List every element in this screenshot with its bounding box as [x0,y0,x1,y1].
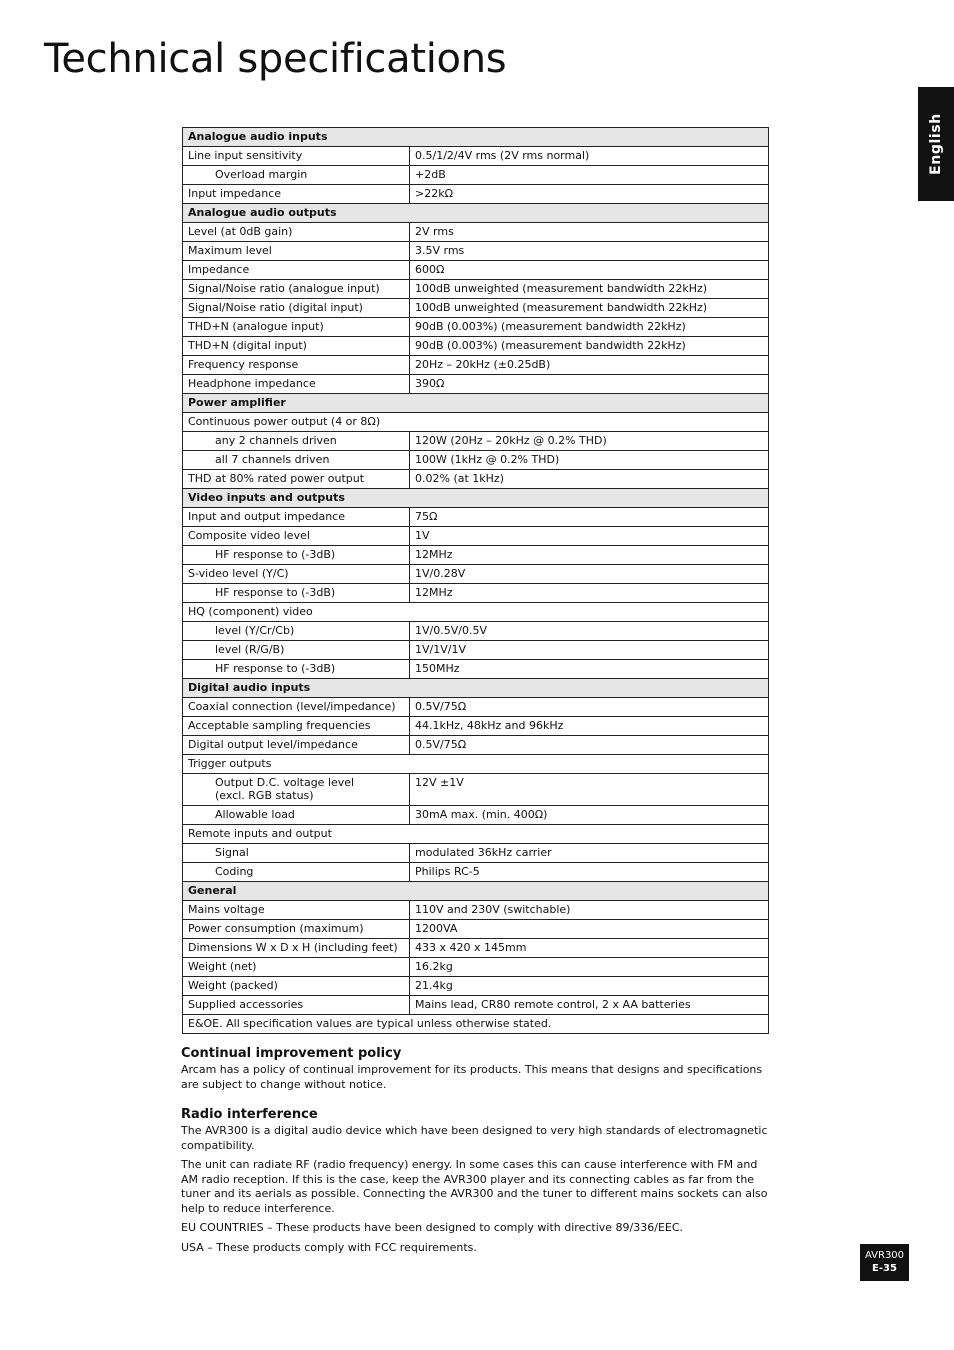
spec-value: 0.02% (at 1kHz) [410,470,769,489]
spec-label: Digital output level/impedance [188,738,358,751]
spec-value: 90dB (0.003%) (measurement bandwidth 22kHz) [410,318,769,337]
spec-label: Signal [215,846,249,859]
spec-value: Mains lead, CR80 remote control, 2 x AA batteries [410,996,769,1015]
spec-row [183,920,769,939]
spec-value: 120W (20Hz – 20kHz @ 0.2% THD) [410,432,769,451]
spec-label: Overload margin [215,168,308,181]
spec-label: Coaxial connection (level/impedance) [188,700,396,713]
spec-label: Headphone impedance [188,377,316,390]
spec-label: HF response to (-3dB) [215,586,336,599]
spec-label-cell [183,717,410,736]
spec-value: 1V/1V/1V [410,641,769,660]
spec-group-label: Continuous power output (4 or 8Ω) [183,413,769,432]
spec-label: Maximum level [188,244,272,257]
radio-paragraph-3: EU COUNTRIES – These products have been designed to comply with directive 89/336/EEC. [181,1221,684,1234]
spec-label-cell [183,774,410,806]
spec-label: Coding [215,865,254,878]
spec-row [183,844,769,863]
spec-label-cell [183,806,410,825]
spec-value: 12MHz [410,546,769,565]
spec-label: THD+N (digital input) [188,339,307,352]
spec-label: Input and output impedance [188,510,345,523]
spec-row [183,527,769,546]
section-title: Power amplifier [183,394,769,413]
spec-row [183,166,769,185]
spec-label-cell [183,958,410,977]
spec-label-cell [183,660,410,679]
spec-label: THD at 80% rated power output [188,472,365,485]
spec-row [183,774,769,806]
spec-section-header [183,394,769,413]
spec-row [183,622,769,641]
radio-paragraph-1: The AVR300 is a digital audio device which have been designed to very high standards of electromagnetic compatibility. [181,1124,768,1152]
spec-value: 600Ω [410,261,769,280]
spec-label: HF response to (-3dB) [215,548,336,561]
spec-group-label: Trigger outputs [183,755,769,774]
radio-paragraph-4: USA – These products comply with FCC requirements. [181,1240,477,1254]
spec-label: all 7 channels driven [215,453,330,466]
spec-value: 44.1kHz, 48kHz and 96kHz [410,717,769,736]
spec-row [183,546,769,565]
badge-model: AVR300 [864,1250,905,1261]
spec-label-cell [183,280,410,299]
spec-label-cell [183,318,410,337]
radio-paragraph-2: The unit can radiate RF (radio frequency) energy. In some cases this can cause interference with FM and AM radio reception. If this is the case, keep the AVR300 player and its connecting cables as far from the tuner and its aerials as possible. Connecting the AVR300 and the tuner to different mains sockets can also help to reduce interference. [181,1158,768,1215]
spec-label-cell [183,622,410,641]
spec-label-cell [183,584,410,603]
spec-label: level (Y/Cr/Cb) [215,624,295,637]
spec-row [183,698,769,717]
spec-value: 12V ±1V [410,774,769,806]
spec-row [183,356,769,375]
spec-row [183,660,769,679]
spec-row [183,432,769,451]
spec-value: 1V/0.5V/0.5V [410,622,769,641]
spec-label-cell [183,147,410,166]
spec-label-cell [183,996,410,1015]
spec-row [183,939,769,958]
spec-value: 16.2kg [410,958,769,977]
spec-row [183,337,769,356]
spec-group-label: HQ (component) video [183,603,769,622]
spec-label-cell [183,470,410,489]
spec-label: Weight (packed) [188,979,278,992]
spec-value: 100W (1kHz @ 0.2% THD) [410,451,769,470]
spec-label-cell [183,508,410,527]
spec-label-cell [183,451,410,470]
spec-value: 90dB (0.003%) (measurement bandwidth 22kHz) [410,337,769,356]
spec-value: 2V rms [410,223,769,242]
spec-label: Dimensions W x D x H (including feet) [188,941,398,954]
spec-value: 1V [410,527,769,546]
spec-row [183,261,769,280]
spec-row [183,717,769,736]
spec-label-cell [183,736,410,755]
spec-row [183,901,769,920]
spec-value: 0.5V/75Ω [410,736,769,755]
page-number-badge [860,1244,909,1281]
section-title: General [183,882,769,901]
spec-group-label: E&OE. All specification values are typical unless otherwise stated. [183,1015,769,1034]
spec-row [183,641,769,660]
spec-label: S-video level (Y/C) [188,567,289,580]
spec-label: Supplied accessories [188,998,304,1011]
spec-group-row [183,1015,769,1034]
spec-row [183,958,769,977]
spec-label: Line input sensitivity [188,149,303,162]
spec-row [183,147,769,166]
spec-value: 75Ω [410,508,769,527]
spec-label-cell [183,261,410,280]
spec-label: Impedance [188,263,250,276]
improvement-text: Arcam has a policy of continual improvement for its products. This means that designs and specifications are subject to change without notice. [181,1063,763,1091]
spec-value: 100dB unweighted (measurement bandwidth 22kHz) [410,280,769,299]
spec-value: 3.5V rms [410,242,769,261]
spec-row [183,375,769,394]
spec-label-cell [183,242,410,261]
spec-row [183,318,769,337]
spec-table [182,127,769,1034]
section-title: Analogue audio inputs [183,128,769,147]
spec-value: 20Hz – 20kHz (±0.25dB) [410,356,769,375]
spec-label-cell [183,698,410,717]
spec-label: Output D.C. voltage level [215,776,355,789]
spec-value: +2dB [410,166,769,185]
spec-label-cell [183,844,410,863]
radio-heading: Radio interference [181,1107,318,1122]
spec-row [183,242,769,261]
spec-label-cell [183,527,410,546]
spec-value: 100dB unweighted (measurement bandwidth 22kHz) [410,299,769,318]
spec-value: 12MHz [410,584,769,603]
spec-row [183,863,769,882]
spec-row [183,508,769,527]
badge-page-number: E-35 [872,1263,897,1274]
spec-row [183,977,769,996]
spec-label-cell [183,641,410,660]
spec-value: 1V/0.28V [410,565,769,584]
spec-row [183,223,769,242]
spec-row [183,806,769,825]
spec-label-cell [183,223,410,242]
spec-label-cell [183,375,410,394]
spec-label: Signal/Noise ratio (digital input) [188,301,363,314]
spec-label: Composite video level [188,529,310,542]
spec-row [183,584,769,603]
spec-value: 0.5V/75Ω [410,698,769,717]
spec-label: any 2 channels driven [215,434,337,447]
spec-label: Power consumption (maximum) [188,922,364,935]
spec-group-row [183,603,769,622]
spec-label-cell [183,901,410,920]
spec-label-cell [183,299,410,318]
spec-group-row [183,413,769,432]
spec-label-cell [183,185,410,204]
page-title: Technical specifications [44,36,507,82]
improvement-heading: Continual improvement policy [181,1046,402,1061]
spec-value: 150MHz [410,660,769,679]
spec-label-cell [183,546,410,565]
notes-section [181,1046,773,1260]
spec-label-continued: (excl. RGB status) [215,789,314,802]
spec-section-header [183,679,769,698]
spec-label: THD+N (analogue input) [188,320,324,333]
spec-value: modulated 36kHz carrier [410,844,769,863]
spec-value: 390Ω [410,375,769,394]
spec-label-cell [183,977,410,996]
spec-row [183,565,769,584]
spec-label-cell [183,356,410,375]
spec-group-row [183,755,769,774]
spec-group-row [183,825,769,844]
spec-label-cell [183,939,410,958]
language-tab-label: English [928,113,944,175]
spec-value: 21.4kg [410,977,769,996]
spec-label-cell [183,166,410,185]
spec-group-label: Remote inputs and output [183,825,769,844]
spec-label-cell [183,920,410,939]
spec-label-cell [183,432,410,451]
spec-label-cell [183,337,410,356]
section-title: Video inputs and outputs [183,489,769,508]
section-title: Digital audio inputs [183,679,769,698]
spec-label: Weight (net) [188,960,257,973]
spec-label: Level (at 0dB gain) [188,225,293,238]
spec-label: Allowable load [215,808,295,821]
spec-label-cell [183,863,410,882]
spec-row [183,185,769,204]
spec-value: Philips RC-5 [410,863,769,882]
spec-value: 0.5/1/2/4V rms (2V rms normal) [410,147,769,166]
spec-label: Mains voltage [188,903,265,916]
spec-label: HF response to (-3dB) [215,662,336,675]
spec-section-header [183,204,769,223]
spec-label: Signal/Noise ratio (analogue input) [188,282,380,295]
spec-label: level (R/G/B) [215,643,285,656]
spec-label-cell [183,565,410,584]
spec-section-header [183,882,769,901]
spec-table-body [183,128,769,1034]
spec-value: 433 x 420 x 145mm [410,939,769,958]
spec-row [183,299,769,318]
spec-row [183,470,769,489]
spec-section-header [183,489,769,508]
spec-row [183,996,769,1015]
language-tab [918,87,954,201]
spec-label: Acceptable sampling frequencies [188,719,371,732]
spec-section-header [183,128,769,147]
spec-row [183,451,769,470]
section-title: Analogue audio outputs [183,204,769,223]
spec-row [183,736,769,755]
spec-label: Input impedance [188,187,282,200]
spec-label: Frequency response [188,358,299,371]
spec-value: 110V and 230V (switchable) [410,901,769,920]
spec-value: 1200VA [410,920,769,939]
spec-row [183,280,769,299]
spec-value: >22kΩ [410,185,769,204]
spec-value: 30mA max. (min. 400Ω) [410,806,769,825]
